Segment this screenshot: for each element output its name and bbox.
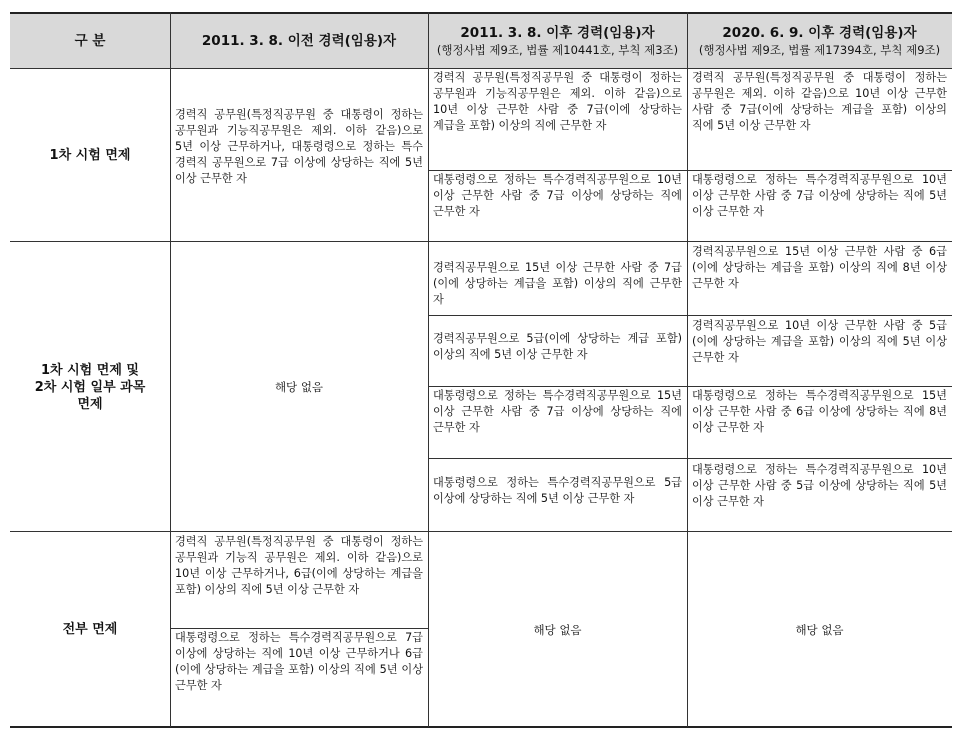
header-category-label: 구 분	[74, 32, 106, 49]
rule-header-bottom	[10, 68, 952, 69]
rule-row2-post2020-split-1	[687, 315, 952, 316]
row2-post-2011-item-1-text: 경력직공무원으로 15년 이상 근무한 사람 중 7급(이에 상당하는 계급을 포함) 이상의 직에 근무한 자	[433, 261, 682, 306]
header-post-2011	[428, 12, 687, 69]
row3-category	[10, 532, 170, 727]
row2-post-2011-item-3	[428, 388, 687, 456]
rule-row1-post2011-split	[428, 170, 687, 171]
row3-post-2020-text: 해당 없음	[795, 622, 844, 637]
row2-post-2020-item-3	[687, 388, 952, 456]
rule-row2-bottom	[10, 531, 952, 532]
header-post-2020	[687, 12, 952, 69]
row2-post-2020-item-4	[687, 462, 952, 530]
row1-category	[10, 69, 170, 242]
row3-pre-2011-item-2-text: 대통령령으로 정하는 특수경력직공무원으로 7급 이상에 상당하는 직에 10년 이상 근무하거나 6급(이에 상당하는 계급을 포함) 이상의 직에 5년 이상 근무한 자	[175, 631, 423, 692]
row2-category-line-2: 2차 시험 일부 과목	[34, 379, 146, 395]
header-pre-2011-label: 2011. 3. 8. 이전 경력(임용)자	[201, 32, 397, 49]
rule-bottom	[10, 726, 952, 728]
row1-post-2020-item-1	[687, 70, 952, 170]
header-post-2011-label: 2011. 3. 8. 이후 경력(임용)자	[460, 24, 655, 41]
header-pre-2011	[170, 12, 428, 69]
row1-post-2011-item-1	[428, 70, 687, 170]
row1-post-2011-item-2	[428, 172, 687, 240]
row3-category-label: 전부 면제	[62, 622, 118, 637]
row3-post-2020	[687, 532, 952, 727]
row2-post-2011-item-1	[428, 260, 687, 310]
header-post-2020-law: (행정사법 제9조, 법률 제17394호, 부칙 제9조)	[698, 42, 941, 57]
header-post-2011-law: (행정사법 제9조, 법률 제10441호, 부칙 제3조)	[436, 42, 679, 57]
row2-pre-2011	[170, 242, 428, 532]
row1-post-2011-item-1-text: 경력직 공무원(특정직공무원 중 대통령이 정하는 공무원과 기능직공무원은 제외. 이하 같음)으로 10년 이상 근무한 사람 중 7급(이에 상당하는 계급을 포함) 이상의 직에 근무한 자	[433, 71, 682, 132]
rule-row3-pre2011-split	[170, 628, 428, 629]
rule-row2-post2020-split-2	[687, 386, 952, 387]
rule-row2-post2020-split-3	[687, 458, 952, 459]
row3-pre-2011-item-1	[170, 534, 428, 626]
row2-post-2020-item-1	[687, 244, 952, 314]
header-category	[10, 12, 170, 69]
row1-post-2020-item-2	[687, 172, 952, 240]
row1-pre-2011	[170, 107, 428, 217]
rule-row1-post2020-split	[687, 170, 952, 171]
row2-post-2011-item-4-text: 대통령령으로 정하는 특수경력직공무원으로 5급 이상에 상당하는 직에 5년 이상 근무한 자	[433, 476, 682, 505]
row1-pre-2011-text: 경력직 공무원(특정직공무원 중 대통령이 정하는 공무원과 기능직공무원은 제외. 이하 같음)으로 5년 이상 근무하거나, 대통령령으로 정하는 특수 경력직 공무원으로 7급 이상에 상당하는 직에 5년 이상 근무한 자	[175, 108, 423, 185]
rule-row2-post2011-split-1	[428, 315, 687, 316]
rule-row1-bottom	[10, 241, 952, 242]
row2-post-2020-item-2	[687, 318, 952, 386]
rule-col3-left	[687, 12, 688, 727]
rule-col2-left	[428, 12, 429, 727]
row3-post-2011	[428, 532, 687, 727]
rule-row2-post2011-split-2	[428, 386, 687, 387]
row2-category	[10, 242, 170, 532]
row3-post-2011-text: 해당 없음	[533, 622, 582, 637]
row2-post-2011-item-2-text: 경력직공무원으로 5급(이에 상당하는 계급 포함) 이상의 직에 5년 이상 근무한 자	[433, 332, 682, 361]
row2-post-2020-item-2-text: 경력직공무원으로 10년 이상 근무한 사람 중 5급(이에 상당하는 계급을 포함) 이상의 직에 5년 이상 근무한 자	[692, 319, 947, 364]
header-post-2020-label: 2020. 6. 9. 이후 경력(임용)자	[722, 24, 917, 41]
row2-pre-2011-text: 해당 없음	[274, 380, 324, 394]
row1-post-2011-item-2-text: 대통령령으로 정하는 특수경력직공무원으로 10년 이상 근무한 사람 중 7급 이상에 상당하는 직에 근무한 자	[433, 173, 682, 218]
rule-top	[10, 12, 952, 14]
row2-post-2011-item-3-text: 대통령령으로 정하는 특수경력직공무원으로 15년 이상 근무한 사람 중 7급 이상에 상당하는 직에 근무한 자	[433, 389, 682, 434]
row3-pre-2011-item-1-text: 경력직 공무원(특정직공무원 중 대통령이 정하는 공무원과 기능직 공무원은 제외. 이하 같음)으로 10년 이상 근무하거나, 6급(이에 상당하는 계급을 포함) 이상의 직에 5년 이상 근무한 자	[175, 535, 423, 596]
row1-category-label: 1차 시험 면제	[49, 148, 131, 163]
row2-post-2020-item-4-text: 대통령령으로 정하는 특수경력직공무원으로 10년 이상 근무한 사람 중 5급 이상에 상당하는 직에 5년 이상 근무한 자	[692, 463, 947, 508]
row1-post-2020-item-2-text: 대통령령으로 정하는 특수경력직공무원으로 10년 이상 근무한 사람 중 7급 이상에 상당하는 직에 5년 이상 근무한 자	[692, 173, 947, 218]
row3-pre-2011-item-2	[170, 630, 428, 726]
row2-post-2011-item-4	[428, 475, 687, 525]
rule-row2-post2011-split-3	[428, 458, 687, 459]
row1-post-2020-item-1-text: 경력직 공무원(특정직공무원 중 대통령이 정하는 공무원은 제외. 이하 같음)으로 10년 이상 근무한 사람 중 7급(이에 상당하는 계급을 포함) 이상의 직에 5년 이상 근무한 자	[692, 71, 947, 132]
row2-category-line-1: 1차 시험 면제 및	[41, 362, 139, 378]
row2-post-2011-item-2	[428, 331, 687, 381]
row2-post-2020-item-1-text: 경력직공무원으로 15년 이상 근무한 사람 중 6급(이에 상당하는 계급을 포함) 이상의 직에 8년 이상 근무한 자	[692, 245, 947, 290]
row2-category-line-3: 면제	[77, 396, 103, 412]
row2-post-2020-item-3-text: 대통령령으로 정하는 특수경력직공무원으로 15년 이상 근무한 사람 중 6급 이상에 상당하는 직에 8년 이상 근무한 자	[692, 389, 947, 434]
rule-col1-left	[170, 12, 171, 727]
